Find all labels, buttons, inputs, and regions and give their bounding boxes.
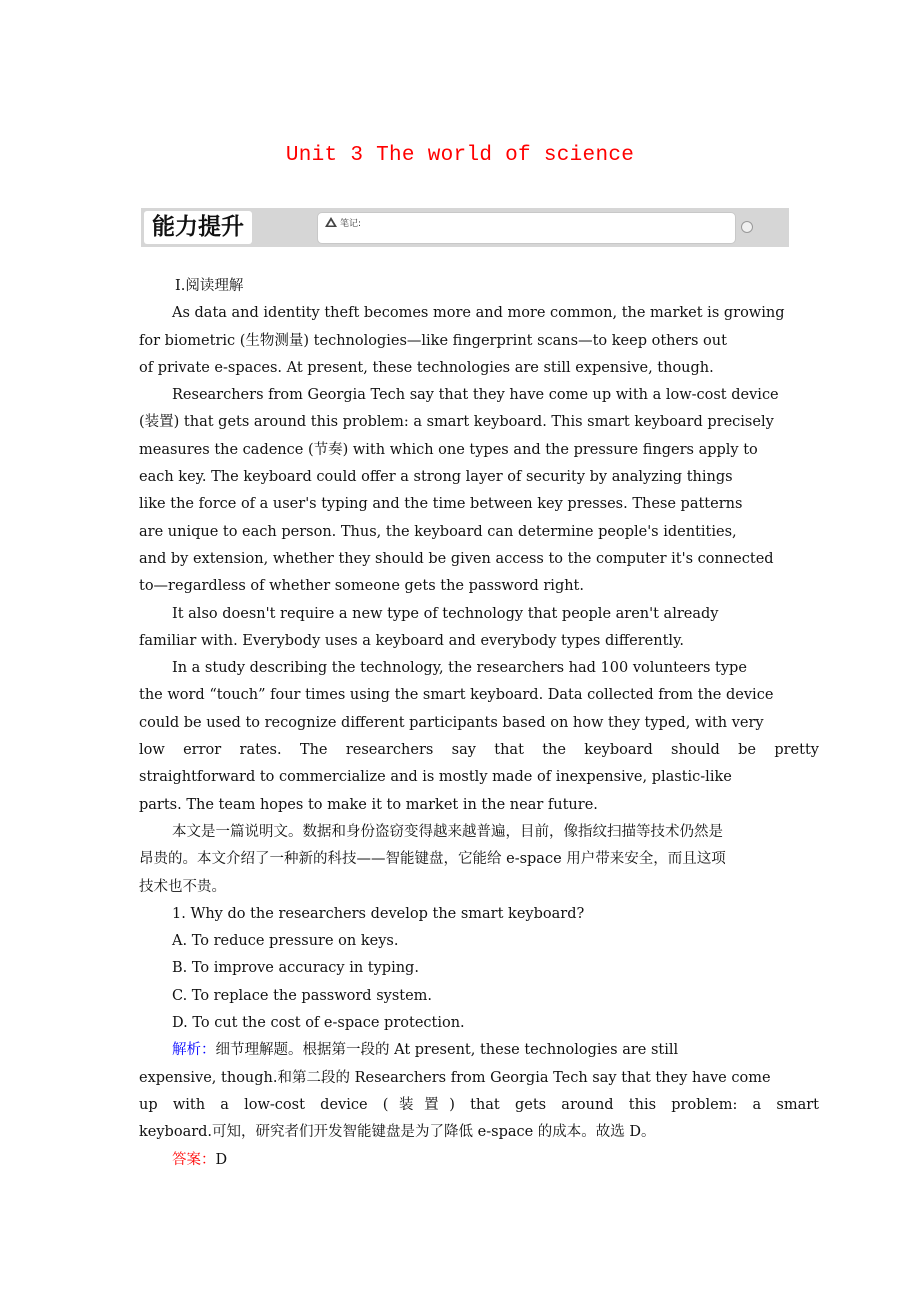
passage-line: could be used to recognize different participants based on how they typed, with very xyxy=(139,714,764,731)
summary-line: 本文是一篇说明文。数据和身份盗窃变得越来越普遍，目前，像指纹扫描等技术仍然是 xyxy=(172,823,723,840)
recycle-triangle-icon xyxy=(325,217,337,227)
passage-summary xyxy=(139,819,819,901)
answer xyxy=(139,1147,819,1174)
analysis xyxy=(139,1037,819,1146)
analysis-label: 解析： xyxy=(172,1042,216,1059)
answer-value: D xyxy=(215,1151,228,1168)
passage-line: low error rates. The researchers say that the keyboard should be pretty xyxy=(139,742,819,759)
notes-label: 笔记: xyxy=(340,219,362,229)
paperclip-icon[interactable] xyxy=(741,221,753,233)
summary-line: 昂贵的。本文介绍了一种新的科技——智能键盘，它能给 e-space 用户带来安全，而且这项 xyxy=(139,851,726,868)
question-text: 1. Why do the researchers develop the smart keyboard? xyxy=(172,905,585,922)
passage-line: familiar with. Everybody uses a keyboard and everybody types differently. xyxy=(139,632,684,649)
passage-line: for biometric (生物测量) technologies—like fingerprint scans—to keep others out xyxy=(139,332,727,349)
option-b: B. To improve accuracy in typing. xyxy=(172,960,419,977)
passage-line: of private e-spaces. At present, these technologies are still expensive, though. xyxy=(139,359,714,376)
passage-line: each key. The keyboard could offer a strong layer of security by analyzing things xyxy=(139,469,733,486)
ability-banner xyxy=(141,208,789,247)
option-a: A. To reduce pressure on keys. xyxy=(172,933,399,950)
analysis-line: keyboard.可知，研究者们开发智能键盘是为了降低 e-space 的成本。故选 D。 xyxy=(139,1124,656,1141)
question-1 xyxy=(139,901,819,1037)
notes-field[interactable] xyxy=(317,212,736,244)
option-d: D. To cut the cost of e-space protection. xyxy=(172,1015,465,1032)
passage-line: (装置) that gets around this problem: a smart keyboard. This smart keyboard precisely xyxy=(139,414,774,431)
passage-line: Researchers from Georgia Tech say that they have come up with a low-cost device xyxy=(172,387,779,404)
passage-line: are unique to each person. Thus, the keyboard can determine people's identities, xyxy=(139,523,737,540)
reading-passage xyxy=(139,300,819,819)
passage-line: In a study describing the technology, the researchers had 100 volunteers type xyxy=(172,660,747,677)
document-body xyxy=(139,273,819,1174)
passage-line: like the force of a user's typing and the time between key presses. These patterns xyxy=(139,496,743,513)
page-title: Unit 3 The world of science xyxy=(285,144,635,167)
passage-line: to—regardless of whether someone gets the password right. xyxy=(139,578,584,595)
option-c: C. To replace the password system. xyxy=(172,987,433,1004)
passage-line: and by extension, whether they should be given access to the computer it's connected xyxy=(139,550,774,567)
passage-line: measures the cadence (节奏) with which one types and the pressure fingers apply to xyxy=(139,441,758,458)
summary-line: 技术也不贵。 xyxy=(139,878,226,895)
banner-label: 能力提升 xyxy=(144,211,252,244)
passage-line: It also doesn't require a new type of technology that people aren't already xyxy=(172,605,719,622)
passage-line: As data and identity theft becomes more and more common, the market is growing xyxy=(172,305,785,322)
section-heading: Ⅰ.阅读理解 xyxy=(175,278,244,294)
analysis-line: up with a low-cost device (装置) that gets around this problem: a smart xyxy=(139,1096,819,1113)
passage-line: the word “touch” four times using the smart keyboard. Data collected from the device xyxy=(139,687,774,704)
analysis-line: 细节理解题。根据第一段的 At present, these technologies are still xyxy=(215,1042,679,1059)
analysis-line: expensive, though.和第二段的 Researchers from Georgia Tech say that they have come xyxy=(139,1069,771,1086)
passage-line: straightforward to commercialize and is mostly made of inexpensive, plastic-like xyxy=(139,769,732,786)
answer-label: 答案： xyxy=(172,1151,216,1168)
passage-line: parts. The team hopes to make it to market in the near future. xyxy=(139,796,598,813)
